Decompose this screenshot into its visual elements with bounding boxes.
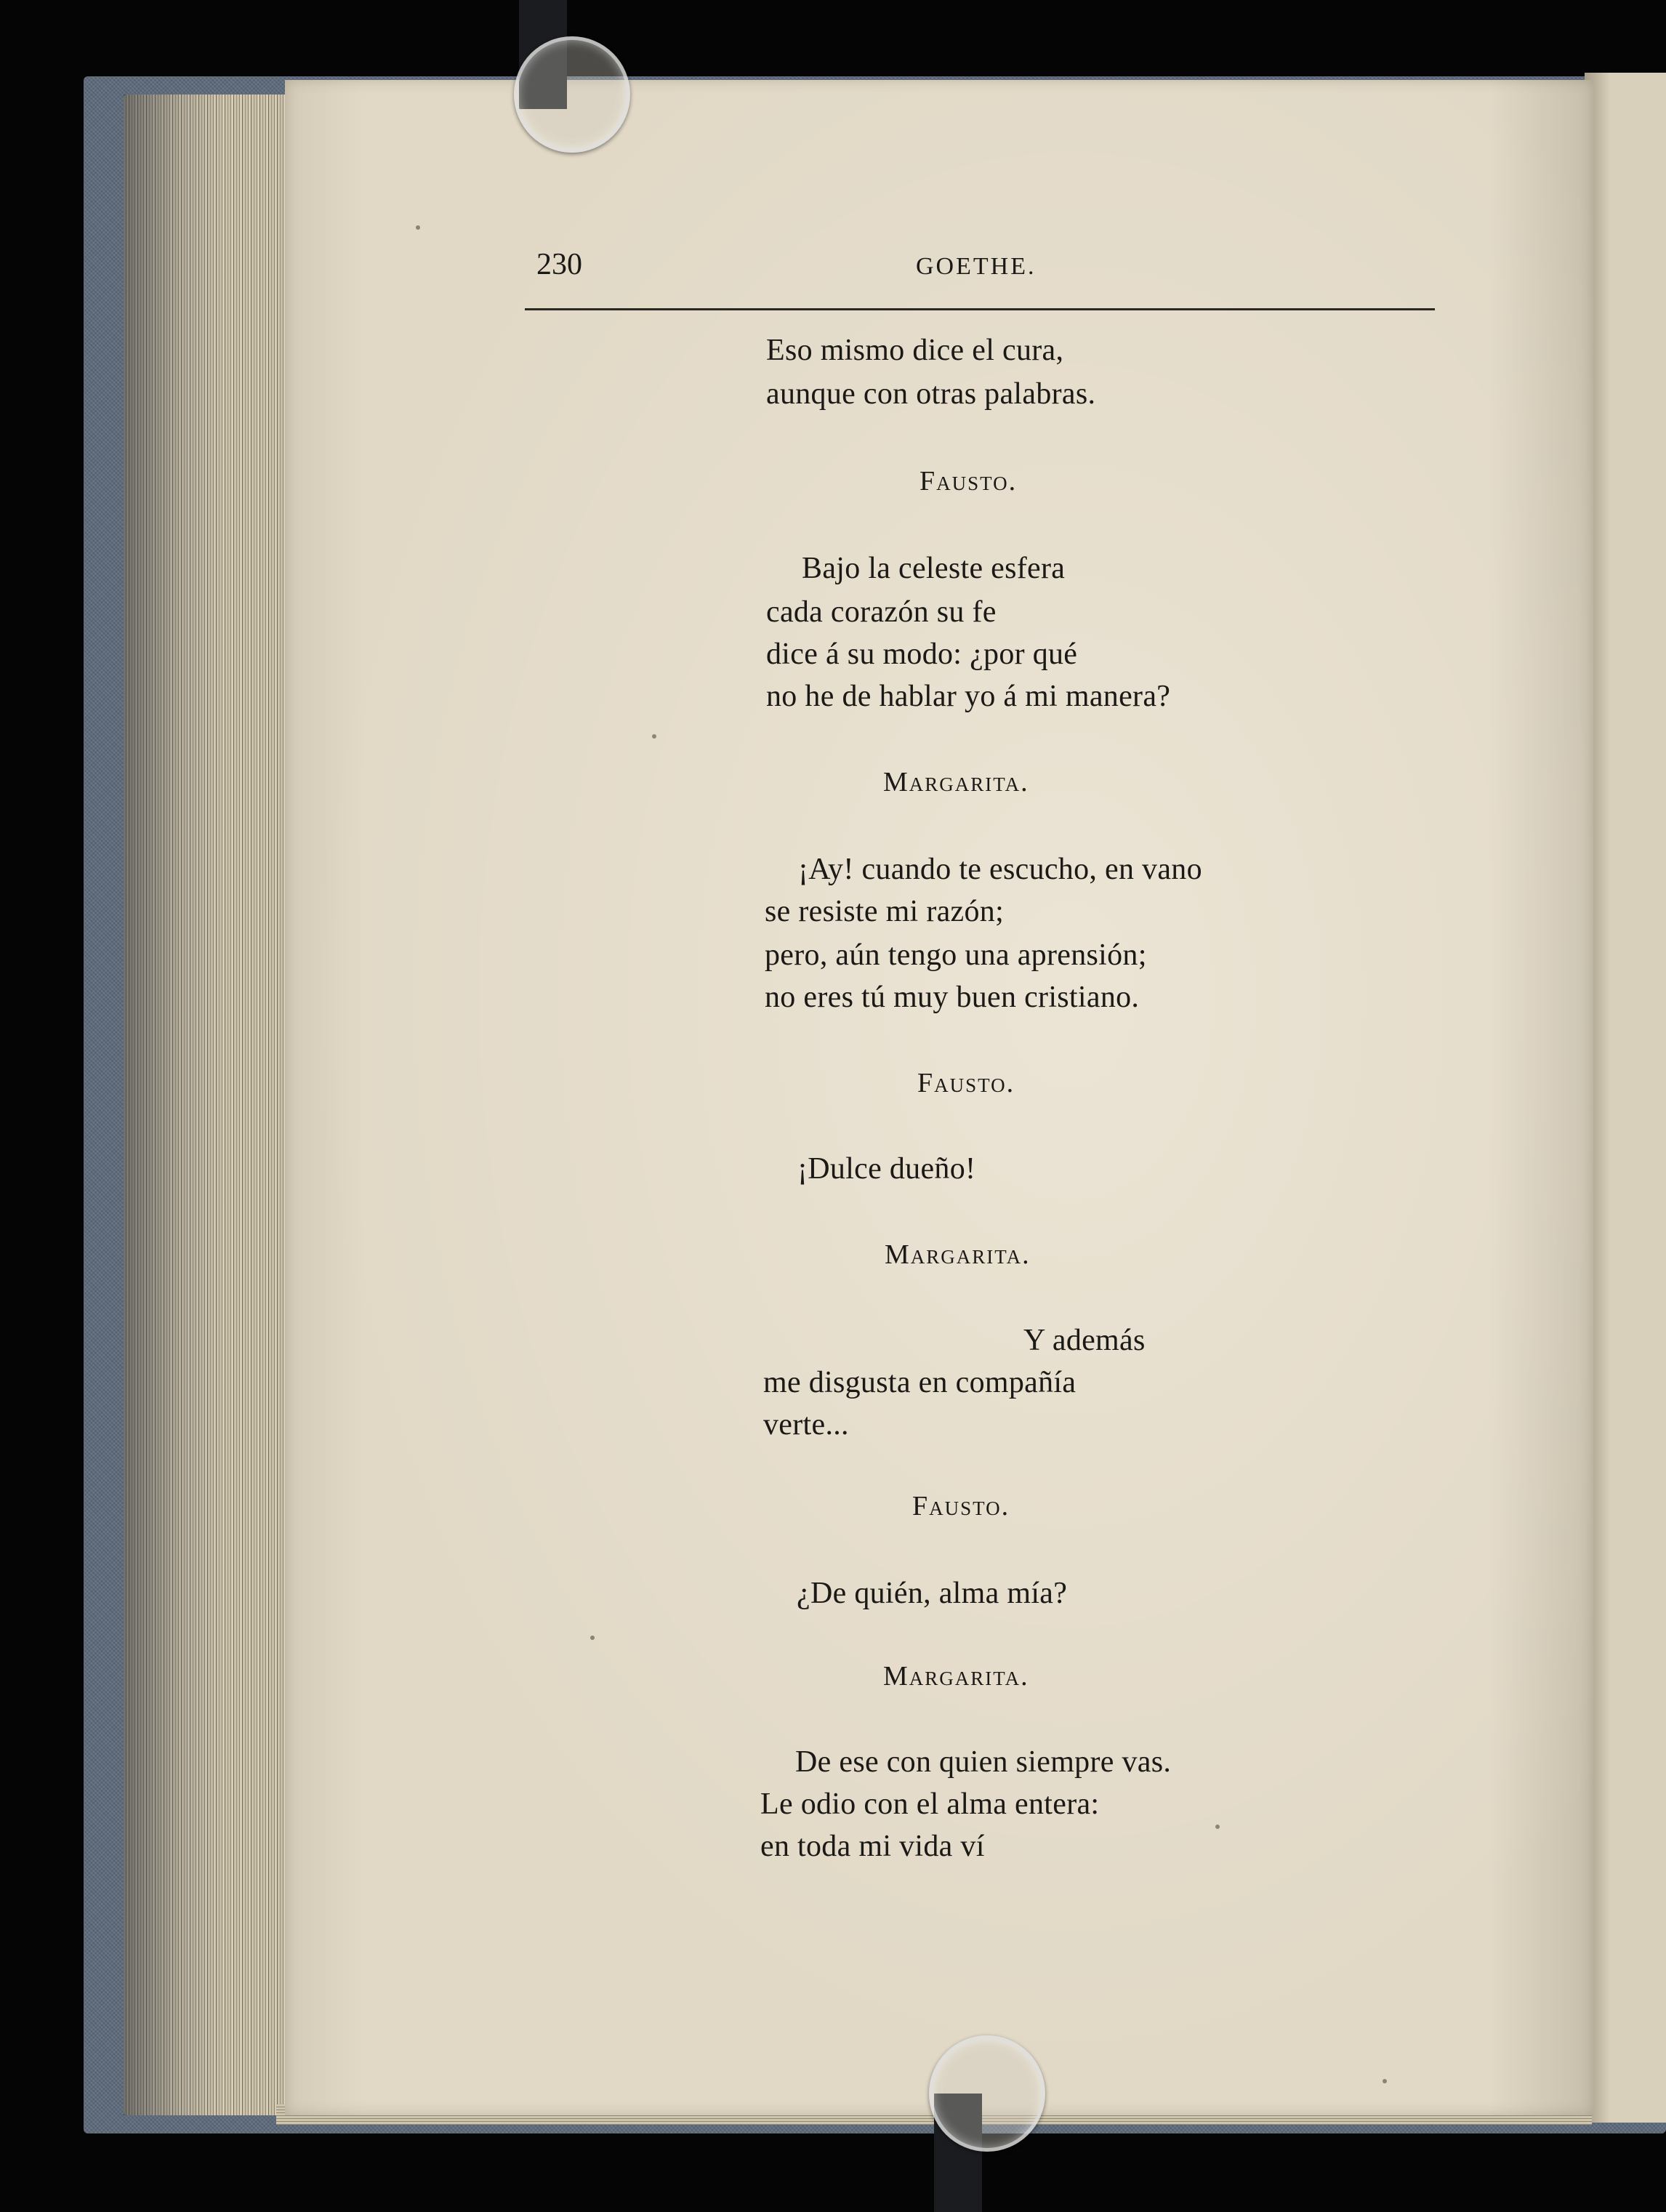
verse-line: verte...: [763, 1408, 849, 1441]
verse-line: no eres tú muy buen cristiano.: [765, 981, 1140, 1014]
speaker-name: Fausto.: [912, 1491, 1010, 1521]
facing-page-edge: [1585, 73, 1666, 2123]
paper-speck: [652, 734, 656, 739]
speaker-name: Margarita.: [883, 767, 1029, 797]
verse-line: Y además: [1023, 1324, 1146, 1357]
verse-line: dice á su modo: ¿por qué: [766, 638, 1078, 671]
page-number: 230: [536, 248, 582, 281]
verse-line: no he de hablar yo á mi manera?: [766, 680, 1171, 713]
verse-line: en toda mi vida ví: [760, 1830, 985, 1863]
paper-speck: [416, 225, 420, 230]
verse-line: Eso mismo dice el cura,: [766, 334, 1064, 367]
running-head: GOETHE.: [916, 253, 1037, 280]
header-rule: [525, 308, 1435, 310]
verse-line: De ese con quien siempre vas.: [795, 1745, 1172, 1779]
verse-line: ¡Dulce dueño!: [797, 1152, 976, 1186]
verse-line: se resiste mi razón;: [765, 895, 1005, 928]
verse-line: ¿De quién, alma mía?: [797, 1577, 1068, 1610]
speaker-name: Fausto.: [919, 466, 1018, 496]
speaker-name: Margarita.: [885, 1239, 1031, 1270]
paper-speck: [1383, 2079, 1387, 2083]
verse-line: me disgusta en compañía: [763, 1366, 1077, 1399]
page-block-edges: [124, 94, 291, 2115]
holding-clip-top: [514, 36, 630, 153]
verse-line: ¡Ay! cuando te escucho, en vano: [798, 853, 1202, 886]
verse-line: Le odio con el alma entera:: [760, 1787, 1100, 1821]
verse-line: cada corazón su fe: [766, 595, 997, 629]
verse-line: aunque con otras palabras.: [766, 377, 1096, 411]
paper-speck: [1215, 1825, 1220, 1829]
verse-line: pero, aún tengo una aprensión;: [765, 938, 1147, 972]
speaker-name: Fausto.: [917, 1068, 1015, 1098]
speaker-name: Margarita.: [883, 1661, 1029, 1692]
paper-speck: [590, 1636, 595, 1640]
holding-clip-bottom: [929, 2035, 1045, 2152]
verse-line: Bajo la celeste esfera: [802, 552, 1066, 585]
